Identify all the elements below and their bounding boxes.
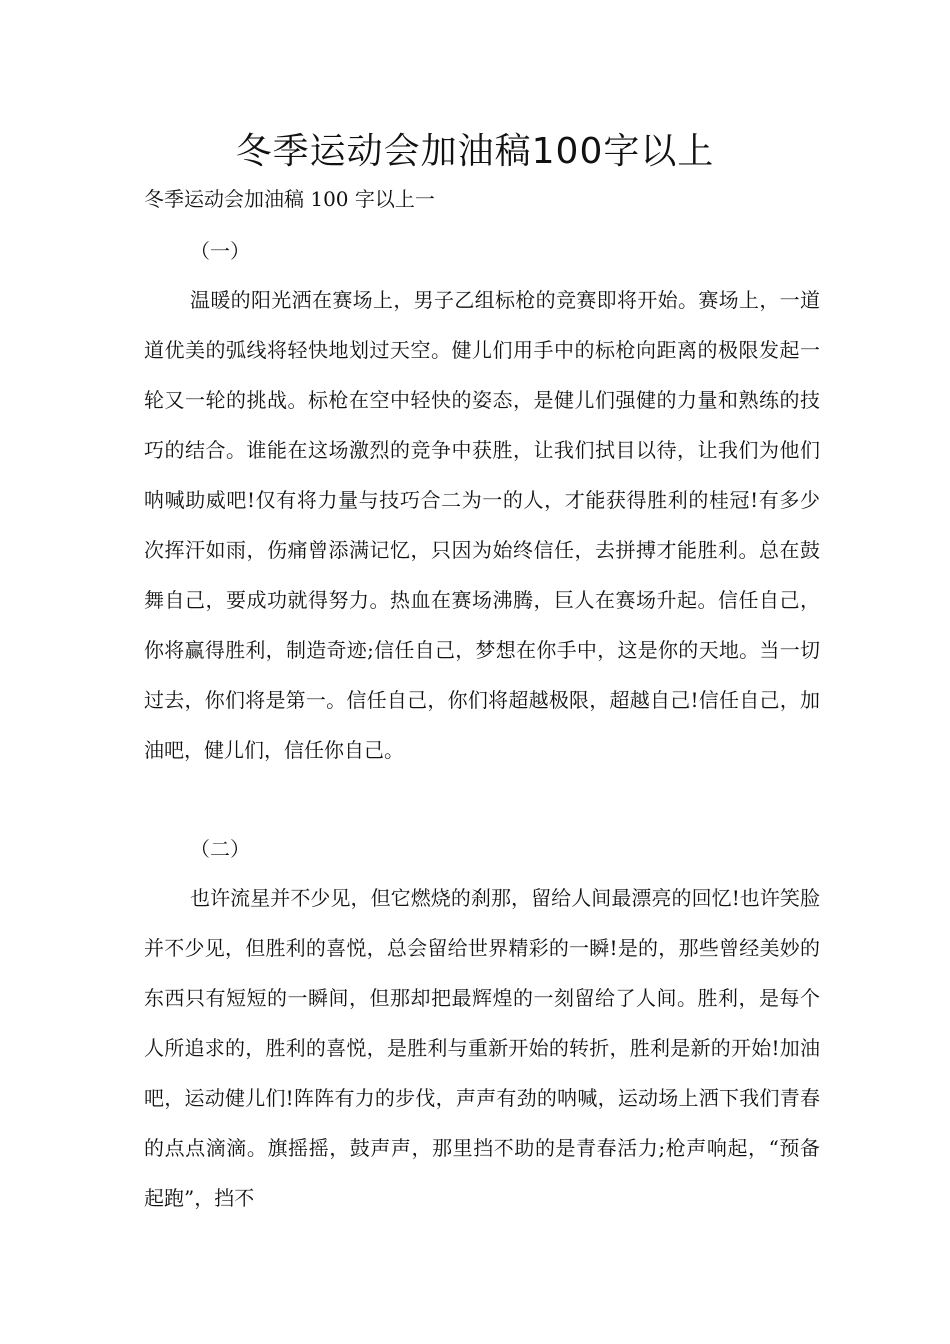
section-heading-2: （二） xyxy=(190,837,250,861)
section-paragraph-1: 温暖的阳光洒在赛场上，男子乙组标枪的竞赛即将开始。赛场上，一道道优美的弧线将轻快地划过天空。健儿们用手中的标枪向距离的极限发起一轮又一轮的挑战。标枪在空中轻快的姿态，是健儿们强健的力量和熟练的技巧的结合。谁能在这场激烈的竞争中获胜，让我们拭目以待，让我们为他们呐喊助威吧!仅有将力量与技巧合二为一的人，才能获得胜利的桂冠!有多少次挥汗如雨，伤痛曾添满记忆，只因为始终信任，去拼搏才能胜利。总在鼓舞自己，要成功就得努力。热血在赛场沸腾，巨人在赛场升起。信任自己，你将赢得胜利，制造奇迹;信任自己，梦想在你手中，这是你的天地。当一切过去，你们将是第一。信任自己，你们将超越极限，超越自己!信任自己，加油吧，健儿们，信任你自己。 xyxy=(144,288,820,762)
section-heading-1: （一） xyxy=(190,239,250,263)
document-title: 冬季运动会加油稿100字以上 xyxy=(235,131,715,172)
document-subtitle: 冬季运动会加油稿 100 字以上一 xyxy=(144,187,435,211)
section-paragraph-2: 也许流星并不少见，但它燃烧的刹那，留给人间最漂亮的回忆!也许笑脸并不少见，但胜利的喜悦，总会留给世界精彩的一瞬!是的，那些曾经美妙的东西只有短短的一瞬间，但那却把最辉煌的一刻留给了人间。胜利，是每个人所追求的，胜利的喜悦，是胜利与重新开始的转折，胜利是新的开始!加油吧，运动健儿们!阵阵有力的步伐，声声有劲的呐喊，运动场上洒下我们青春的点点滴滴。旗摇摇，鼓声声，那里挡不助的是青春活力;枪声响起，“预备起跑”，挡不 xyxy=(144,886,820,1210)
